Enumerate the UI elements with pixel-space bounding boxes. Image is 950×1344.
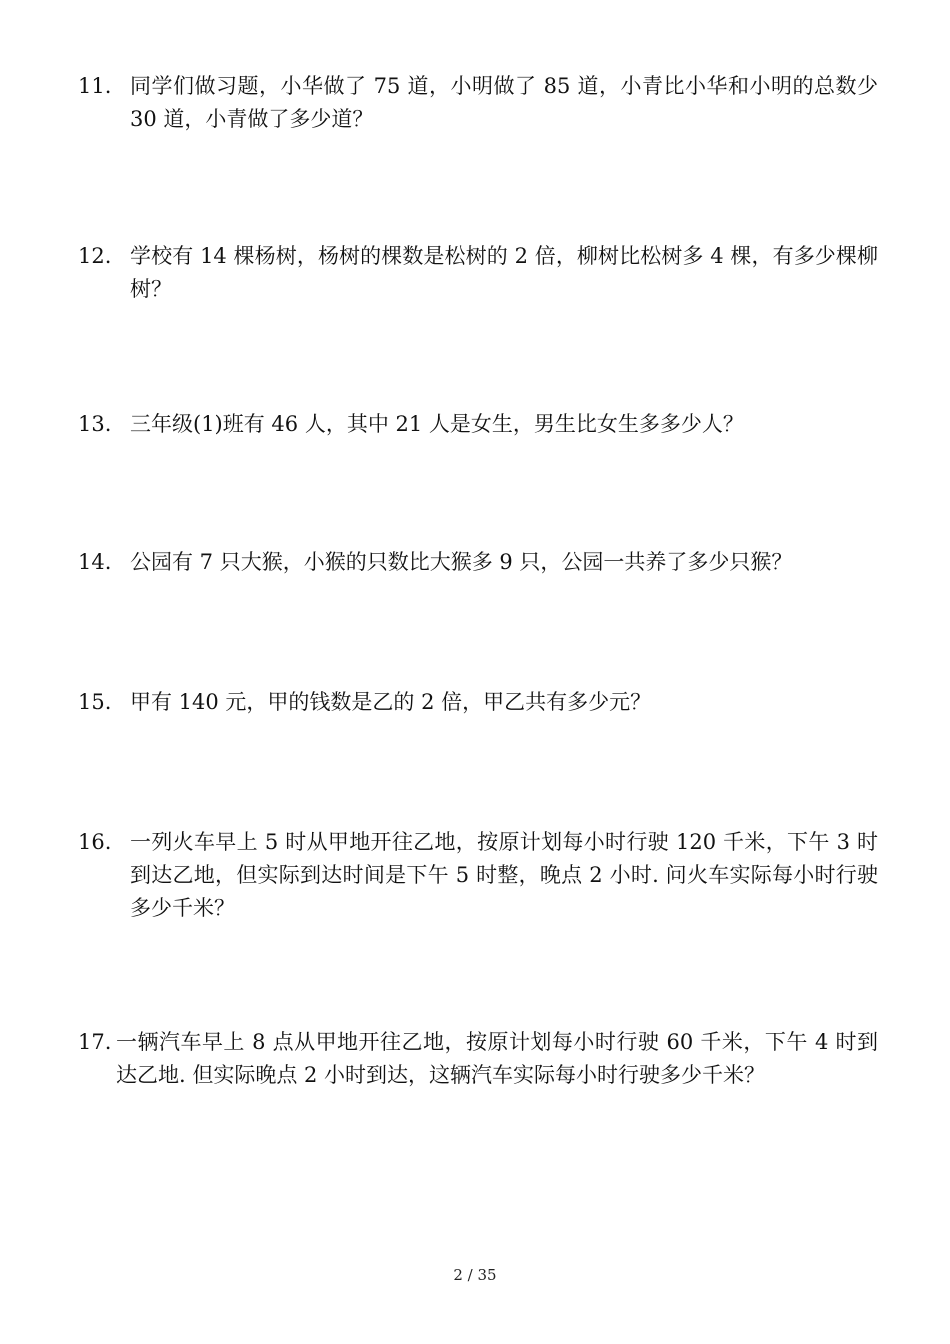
problem-text: 甲有 140 元，甲的钱数是乙的 2 倍，甲乙共有多少元？: [130, 690, 652, 714]
problem-14: [78, 546, 878, 579]
problem-text: 公园有 7 只大猴，小猴的只数比大猴多 9 只，公园一共养了多少只猴？: [130, 550, 793, 574]
problem-text: 同学们做习题，小华做了 75 道，小明做了 85 道，小青比小华和小明的总数少 30 道，小青做了多少道？: [130, 74, 878, 131]
problem-number: 16.: [78, 830, 112, 854]
problem-15: [78, 686, 878, 719]
problem-number: 13.: [78, 412, 112, 436]
problem-text: 一列火车早上 5 时从甲地开往乙地，按原计划每小时行驶 120 千米，下午 3 时到达乙地，但实际到达时间是下午 5 时整，晚点 2 小时. 问火车实际每小时行驶多少千米？: [130, 830, 878, 920]
problem-text: 一辆汽车早上 8 点从甲地开往乙地，按原计划每小时行驶 60 千米，下午 4 时到达乙地. 但实际晚点 2 小时到达，这辆汽车实际每小时行驶多少千米？: [116, 1030, 878, 1087]
page-number: 2 / 35: [453, 1266, 497, 1284]
problem-16: [78, 826, 878, 925]
problem-11: [78, 70, 878, 136]
problem-text: 学校有 14 棵杨树，杨树的棵数是松树的 2 倍，柳树比松树多 4 棵，有多少棵柳树？: [130, 244, 878, 301]
problem-number: 12.: [78, 244, 112, 268]
problem-text: 三年级(1)班有 46 人，其中 21 人是女生，男生比女生多多少人？: [130, 412, 744, 436]
problem-17: [78, 1026, 878, 1092]
problem-number: 14.: [78, 550, 112, 574]
problem-12: [78, 240, 878, 306]
problem-number: 15.: [78, 690, 112, 714]
problem-number: 17.: [78, 1030, 112, 1054]
problem-13: [78, 408, 878, 441]
problem-number: 11.: [78, 74, 112, 98]
